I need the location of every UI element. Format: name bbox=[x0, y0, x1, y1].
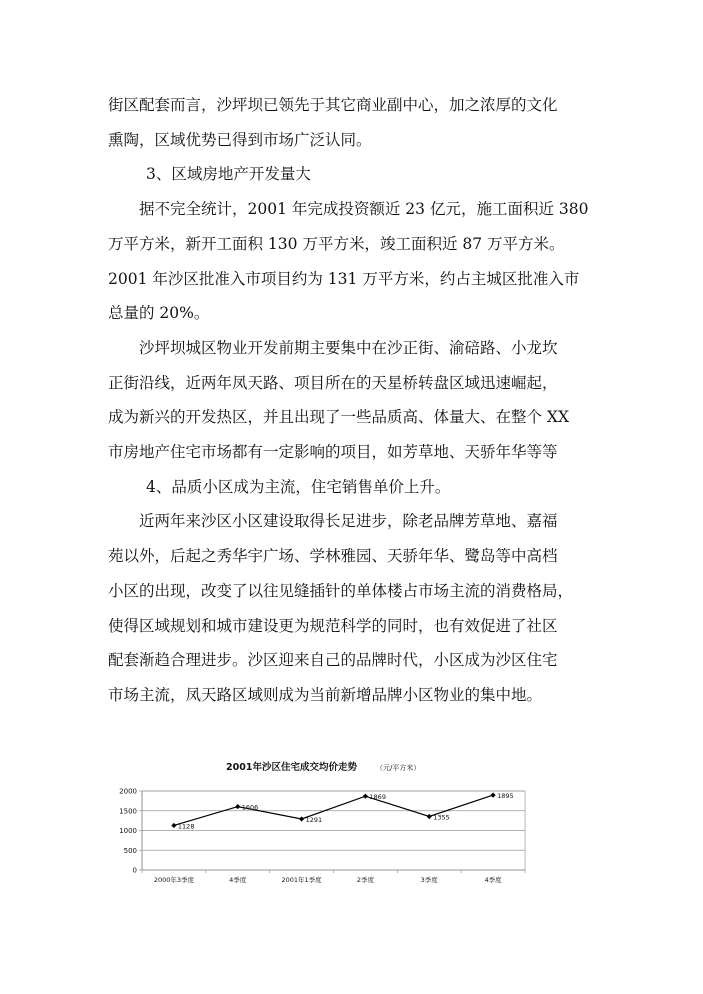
body-text bbox=[108, 88, 598, 713]
y-tick-label: 0 bbox=[132, 866, 137, 875]
price-trend-chart bbox=[110, 756, 530, 886]
section-heading-3 bbox=[108, 157, 598, 192]
y-tick-label: 1000 bbox=[119, 827, 137, 835]
y-tick-label: 1500 bbox=[119, 807, 137, 816]
y-tick-label: 2000 bbox=[119, 787, 137, 796]
chart-unit-label: （元/平方米） bbox=[376, 764, 421, 772]
data-label: 1869 bbox=[369, 793, 386, 802]
text-line: 成为新兴的开发热区，并且出现了一些品质高、体量大、在整个 XX bbox=[108, 408, 569, 427]
x-tick-label: 4季度 bbox=[484, 876, 502, 884]
text-line: 市房地产住宅市场都有一定影响的项目，如芳草地、天骄年华等等 bbox=[108, 443, 558, 462]
text-line: 总量的 20%。 bbox=[108, 304, 210, 323]
heading-line: 3、区域房地产开发量大 bbox=[146, 165, 311, 184]
chart-title: 2001年沙区住宅成交均价走势 bbox=[226, 762, 357, 773]
paragraph-district-advantage bbox=[108, 88, 598, 157]
paragraph-statistics bbox=[108, 192, 598, 331]
data-label: 1128 bbox=[177, 822, 195, 831]
text-line: 苑以外，后起之秀华宇广场、学林雅园、天骄年华、鹭岛等中高档 bbox=[108, 547, 558, 566]
chart-plot-area bbox=[119, 788, 525, 885]
text-line: 小区的出现，改变了以往见缝插针的单体楼占市场主流的消费格局， bbox=[108, 581, 574, 600]
text-line: 配套渐趋合理进步。沙区迎来自己的品牌时代，小区成为沙区住宅 bbox=[108, 651, 558, 670]
data-label: 1606 bbox=[241, 803, 259, 812]
x-tick-label: 4季度 bbox=[229, 876, 247, 884]
data-label: 1895 bbox=[497, 792, 514, 801]
text-line: 正街沿线，近两年凤天路、项目所在的天星桥转盘区域迅速崛起， bbox=[108, 373, 558, 392]
x-tick-label: 3季度 bbox=[420, 876, 438, 884]
text-line: 沙坪坝城区物业开发前期主要集中在沙正街、渝碚路、小龙坎 bbox=[139, 338, 558, 357]
heading-line: 4、品质小区成为主流，住宅销售单价上升。 bbox=[146, 477, 451, 496]
text-line: 近两年来沙区小区建设取得长足进步，除老品牌芳草地、嘉福 bbox=[139, 512, 558, 531]
text-line: 万平方米，新开工面积 130 万平方米，竣工面积近 87 万平方米。 bbox=[108, 234, 565, 253]
text-line: 使得区域规划和城市建设更为规范科学的同时，也有效促进了社区 bbox=[108, 616, 558, 635]
paragraph-quality-communities bbox=[108, 504, 598, 712]
text-line: 街区配套而言，沙坪坝已领先于其它商业副中心，加之浓厚的文化 bbox=[108, 96, 558, 114]
text-line: 市场主流，凤天路区域则成为当前新增品牌小区物业的集中地。 bbox=[108, 685, 543, 704]
x-tick-label: 2季度 bbox=[356, 876, 374, 884]
section-heading-4 bbox=[108, 470, 598, 505]
paragraph-development-areas bbox=[108, 331, 598, 470]
text-line: 熏陶，区域优势已得到市场广泛认同。 bbox=[108, 130, 372, 149]
data-label: 1355 bbox=[433, 813, 450, 822]
text-line: 据不完全统计，2001 年完成投资额近 23 亿元，施工面积近 380 bbox=[139, 200, 589, 219]
y-tick-label: 500 bbox=[123, 846, 137, 855]
x-tick-label: 2000年3季度 bbox=[153, 876, 195, 884]
data-label: 1291 bbox=[305, 816, 323, 825]
x-tick-label: 2001年1季度 bbox=[281, 876, 322, 884]
text-line: 2001 年沙区批准入市项目约为 131 万平方米，约占主城区批准入市 bbox=[108, 269, 580, 288]
